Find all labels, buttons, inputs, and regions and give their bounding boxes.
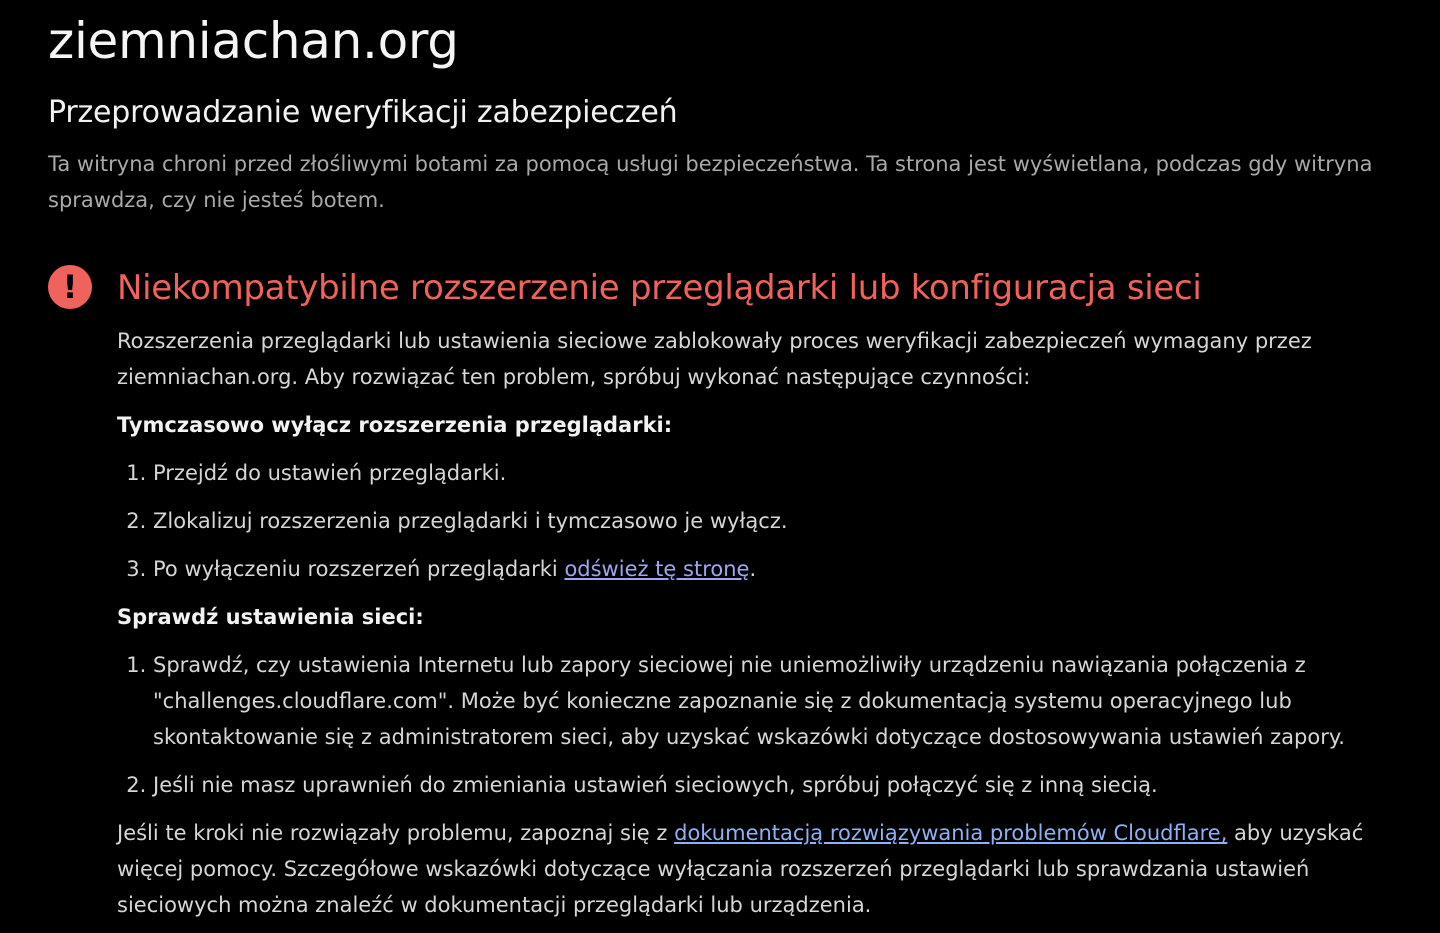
step-text-suffix: .: [749, 557, 757, 581]
footer-text-suffix: aby uzyskać więcej pomocy. Szczegółowe wskazówki dotyczące wyłączania rozszerzeń przeglądarki lub sprawdzania ustawień sieciowych można znaleźć w dokumentacji przeglądarki lub urządzenia.: [117, 821, 1364, 917]
footer-text: [117, 815, 1392, 923]
site-title: ziemniachan.org: [48, 12, 459, 70]
list-item: 1. Sprawdź, czy ustawienia Internetu lub zapory sieciowej nie uniemożliwiły urządzeniu nawiązania połączenia z "challenges.cloudflare.com". Może być konieczne zapoznanie się z dokumentacją systemu operacyjnego lub skontaktowanie się z administratorem sieci, aby uzyskać wskazówki dotyczące dostosowywania ustawień zapory.: [153, 647, 1392, 755]
extensions-steps-list: [117, 455, 1392, 587]
error-body: [117, 323, 1392, 923]
extensions-section-label: Tymczasowo wyłącz rozszerzenia przeglądarki:: [117, 413, 673, 437]
intro-text: Ta witryna chroni przed złośliwymi botami za pomocą usługi bezpieczeństwa. Ta strona jest wyświetlana, podczas gdy witryna sprawdza, czy nie jesteś botem.: [48, 152, 1373, 212]
list-item: 2. Zlokalizuj rozszerzenia przeglądarki i tymczasowo je wyłącz.: [153, 503, 1392, 539]
footer-text-prefix: Jeśli te kroki nie rozwiązały problemu, zapoznaj się z: [117, 821, 675, 845]
list-item: [153, 551, 1392, 587]
list-item: 1. Przejdź do ustawień przeglądarki.: [153, 455, 1392, 491]
network-section-label: Sprawdź ustawienia sieci:: [117, 605, 424, 629]
exclamation-icon: !: [48, 265, 92, 309]
error-title: Niekompatybilne rozszerzenie przeglądarki lub konfiguracja sieci: [117, 268, 1202, 308]
error-description: Rozszerzenia przeglądarki lub ustawienia sieciowe zablokowały proces weryfikacji zabezpieczeń wymagany przez ziemniachan.org. Aby rozwiązać ten problem, spróbuj wykonać następujące czynności:: [117, 329, 1312, 389]
cloudflare-docs-link[interactable]: dokumentacją rozwiązywania problemów Cloudflare,: [674, 821, 1228, 845]
page-heading: Przeprowadzanie weryfikacji zabezpieczeń: [48, 95, 678, 130]
network-steps-list: [117, 647, 1392, 803]
list-item: 2. Jeśli nie masz uprawnień do zmieniania ustawień sieciowych, spróbuj połączyć się z inną siecią.: [153, 767, 1392, 803]
step-text: Po wyłączeniu rozszerzeń przeglądarki: [153, 557, 565, 581]
refresh-page-link[interactable]: odśwież tę stronę: [564, 557, 750, 581]
